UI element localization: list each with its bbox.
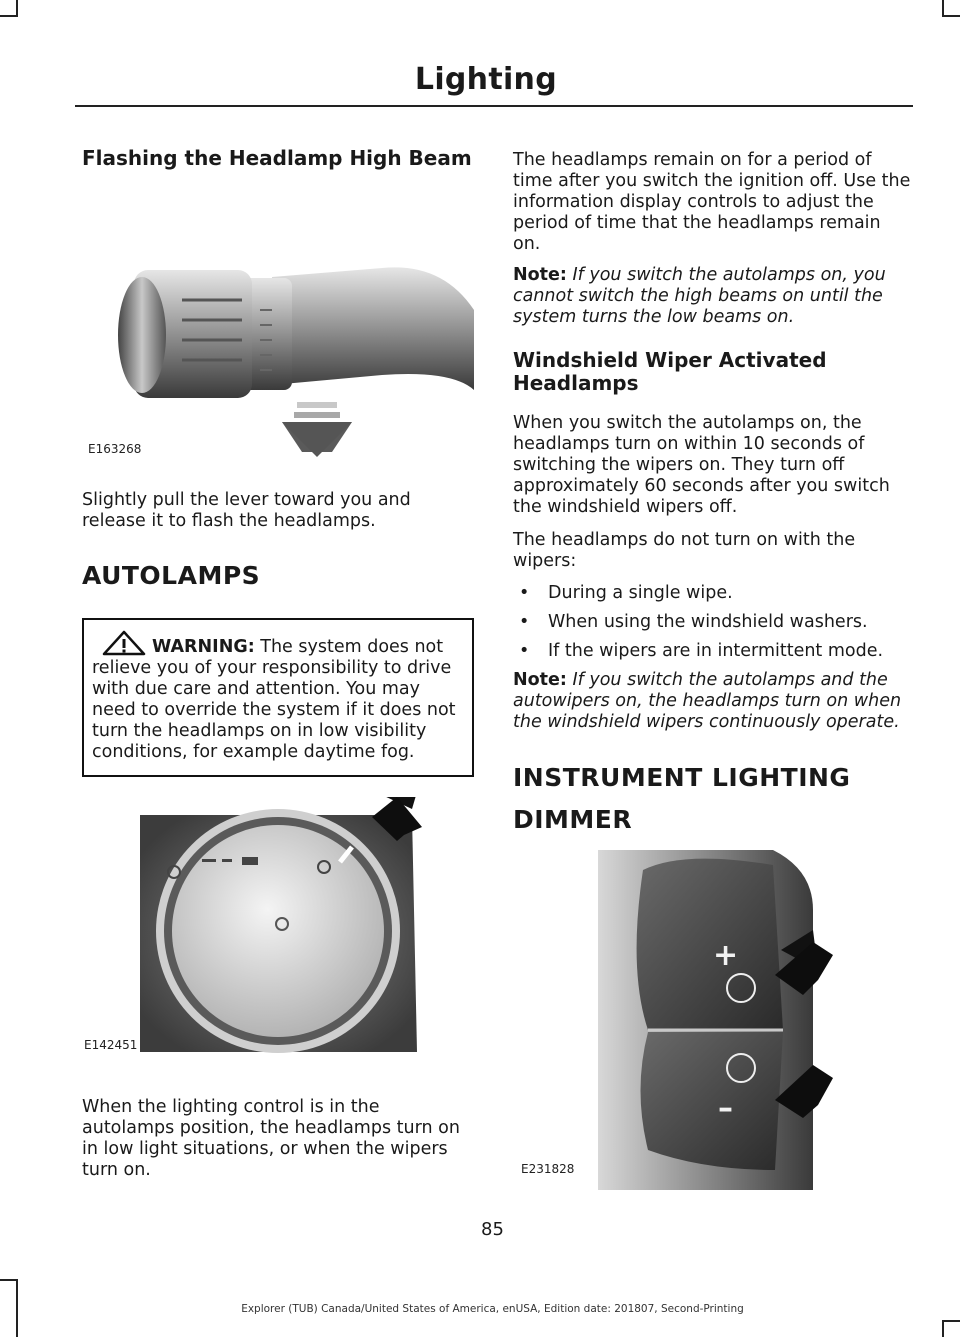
svg-text:–: –	[718, 1091, 733, 1126]
warning-text: The system does not relieve you of your responsibility to drive with due care and attention. You may need to override the system if it does not turn the headlamps on in low visibility conditions, for example daytime fog.	[92, 637, 456, 762]
crop-mark	[942, 1320, 960, 1322]
warning-label: WARNING:	[152, 637, 255, 657]
wiper-paragraph: When you switch the autolamps on, the headlamps turn on within 10 seconds of switching the wipers on. They turn off approximately 60 seconds after you switch the windshield wipers off.	[513, 413, 890, 517]
flash-paragraph: Slightly pull the lever toward you and release it to flash the headlamps.	[82, 490, 411, 531]
figure-code: E163268	[88, 442, 142, 456]
wiper-heading: Windshield Wiper Activated Headlamps	[513, 348, 827, 395]
note-paragraph	[513, 670, 911, 733]
warning-paragraph	[92, 630, 464, 763]
lighting-control-illustration	[82, 797, 474, 1067]
flash-heading: Flashing the Headlamp High Beam	[82, 146, 472, 170]
note-text: If you switch the autolamps on, you cannot switch the high beams on until the system turns the low beams on.	[513, 265, 886, 327]
dimmer-figure	[513, 850, 911, 1190]
autolamps-paragraph: When the lighting control is in the autolamps position, the headlamps turn on in low light situations, or when the wipers turn on.	[82, 1097, 460, 1180]
note-label: Note:	[513, 265, 567, 285]
crop-mark	[942, 1320, 944, 1337]
left-column	[82, 140, 474, 1181]
note-label: Note:	[513, 670, 567, 690]
autolamps-heading: AUTOLAMPS	[82, 561, 261, 590]
lever-figure	[82, 170, 474, 470]
note-text: If you switch the autolamps and the autowipers on, the headlamps turn on when the windshield wipers continuously operate.	[513, 670, 902, 732]
figure-code: E142451	[84, 1038, 138, 1052]
not-on-paragraph: The headlamps do not turn on with the wipers:	[513, 530, 856, 571]
list-item: • If the wipers are in intermittent mode.	[513, 641, 911, 662]
svg-text:+: +	[713, 938, 739, 973]
headlamp-lever-illustration	[82, 170, 474, 470]
crop-mark	[0, 15, 16, 17]
warning-triangle-icon	[102, 630, 146, 656]
lighting-control-figure	[82, 797, 474, 1067]
header-divider	[75, 105, 913, 107]
list-item: • When using the windshield washers.	[513, 612, 911, 633]
figure-code: E231828	[521, 1162, 575, 1176]
crop-mark	[16, 0, 18, 17]
note-paragraph	[513, 265, 911, 328]
remain-paragraph: The headlamps remain on for a period of time after you switch the ignition off. Use the information display controls to adjust the period of time that the headlamps remain on.	[513, 150, 911, 254]
list-item: • During a single wipe.	[513, 583, 911, 604]
crop-mark	[942, 15, 960, 17]
bullet-list	[513, 583, 911, 662]
crop-mark	[0, 1279, 16, 1281]
dimmer-control-illustration	[513, 850, 911, 1190]
footer: Explorer (TUB) Canada/United States of America, enUSA, Edition date: 201807, Second-Printing	[241, 1303, 744, 1315]
instrument-heading: INSTRUMENT LIGHTING	[513, 763, 851, 792]
right-column	[513, 140, 911, 1190]
warning-box	[82, 618, 474, 777]
instrument-heading: DIMMER	[513, 805, 633, 834]
page-number: 85	[481, 1219, 504, 1240]
page-title: Lighting	[414, 62, 557, 97]
